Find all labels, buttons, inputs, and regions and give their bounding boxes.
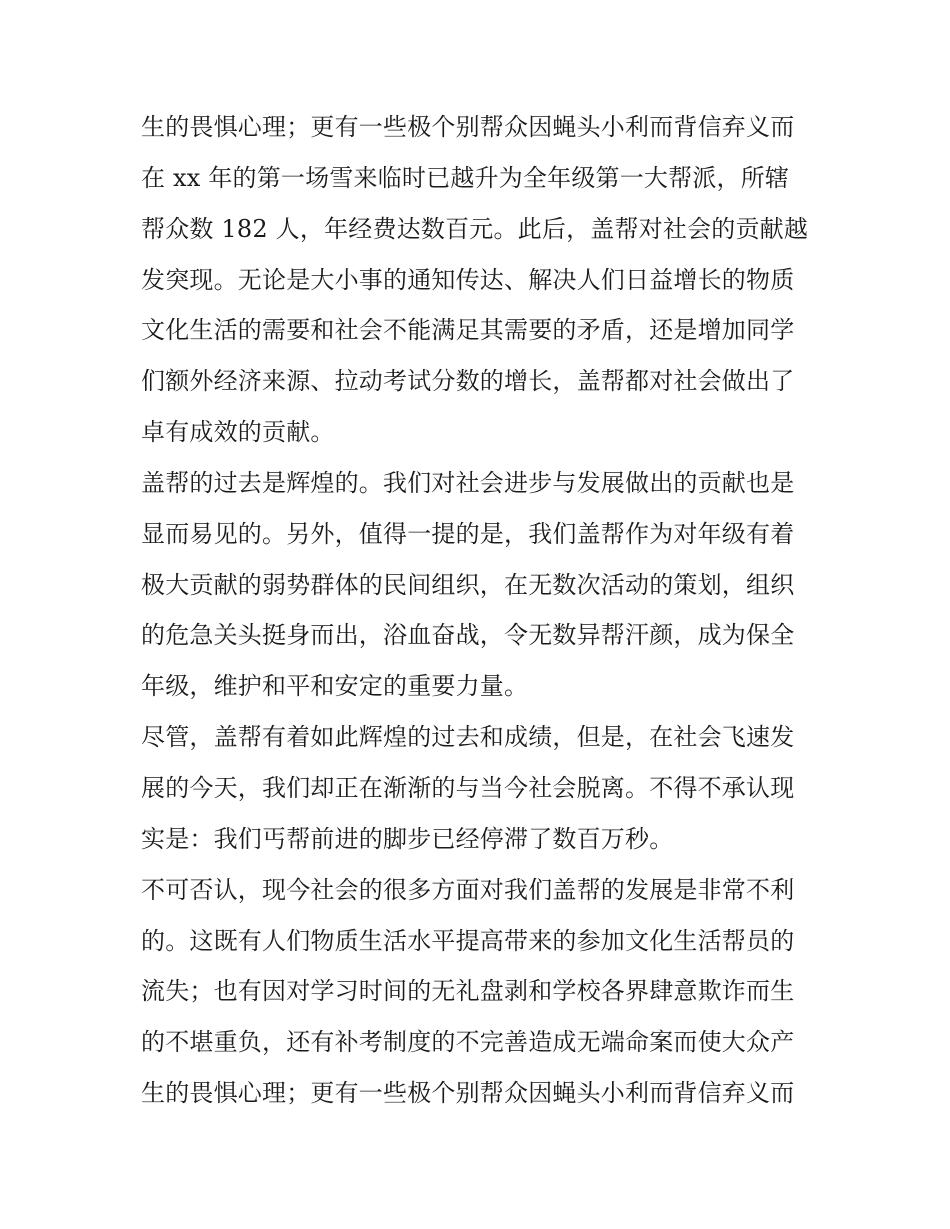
text-line: 极大贡献的弱势群体的民间组织，在无数次活动的策划，组织 [141,570,795,599]
text-line: 发突现。无论是大小事的通知传达、解决人们日益增长的物质 [141,265,795,294]
text-line: 显而易见的。另外，值得一提的是，我们盖帮作为对年级有着 [141,519,795,548]
text-line: 实是：我们丐帮前进的脚步已经停滞了数百万秒。 [141,824,674,853]
text-line: 在 xx 年的第一场雪来临时已越升为全年级第一大帮派，所辖 [141,163,790,192]
text-line: 盖帮的过去是辉煌的。我们对社会进步与发展做出的贡献也是 [141,468,795,497]
text-line: 的危急关头挺身而出，浴血奋战，令无数异帮汗颜，成为保全 [141,621,795,650]
text-line: 不可否认，现今社会的很多方面对我们盖帮的发展是非常不利 [141,875,795,904]
text-line: 生的畏惧心理；更有一些极个别帮众因蝇头小利而背信弃义而 [141,1079,795,1108]
text-line: 流失；也有因对学习时间的无礼盘剥和学校各界肆意欺诈而生 [141,977,795,1006]
text-line: 年级，维护和平和安定的重要力量。 [141,672,529,701]
text-line: 们额外经济来源、拉动考试分数的增长，盖帮都对社会做出了 [141,367,795,396]
text-line: 生的畏惧心理；更有一些极个别帮众因蝇头小利而背信弃义而 [141,113,795,141]
text-line: 卓有成效的贡献。 [141,418,335,447]
body-text [141,102,821,1119]
text-line: 的不堪重负，还有补考制度的不完善造成无端命案而使大众产 [141,1028,795,1057]
text-line: 尽管，盖帮有着如此辉煌的过去和成绩，但是，在社会飞速发 [141,723,795,752]
text-line: 文化生活的需要和社会不能满足其需要的矛盾，还是增加同学 [141,316,795,345]
text-line: 帮众数 182 人，年经费达数百元。此后，盖帮对社会的贡献越 [141,214,809,243]
text-line: 的。这既有人们物质生活水平提高带来的参加文化生活帮员的 [141,926,795,955]
text-line: 展的今天，我们却正在渐渐的与当今社会脱离。不得不承认现 [141,773,795,802]
